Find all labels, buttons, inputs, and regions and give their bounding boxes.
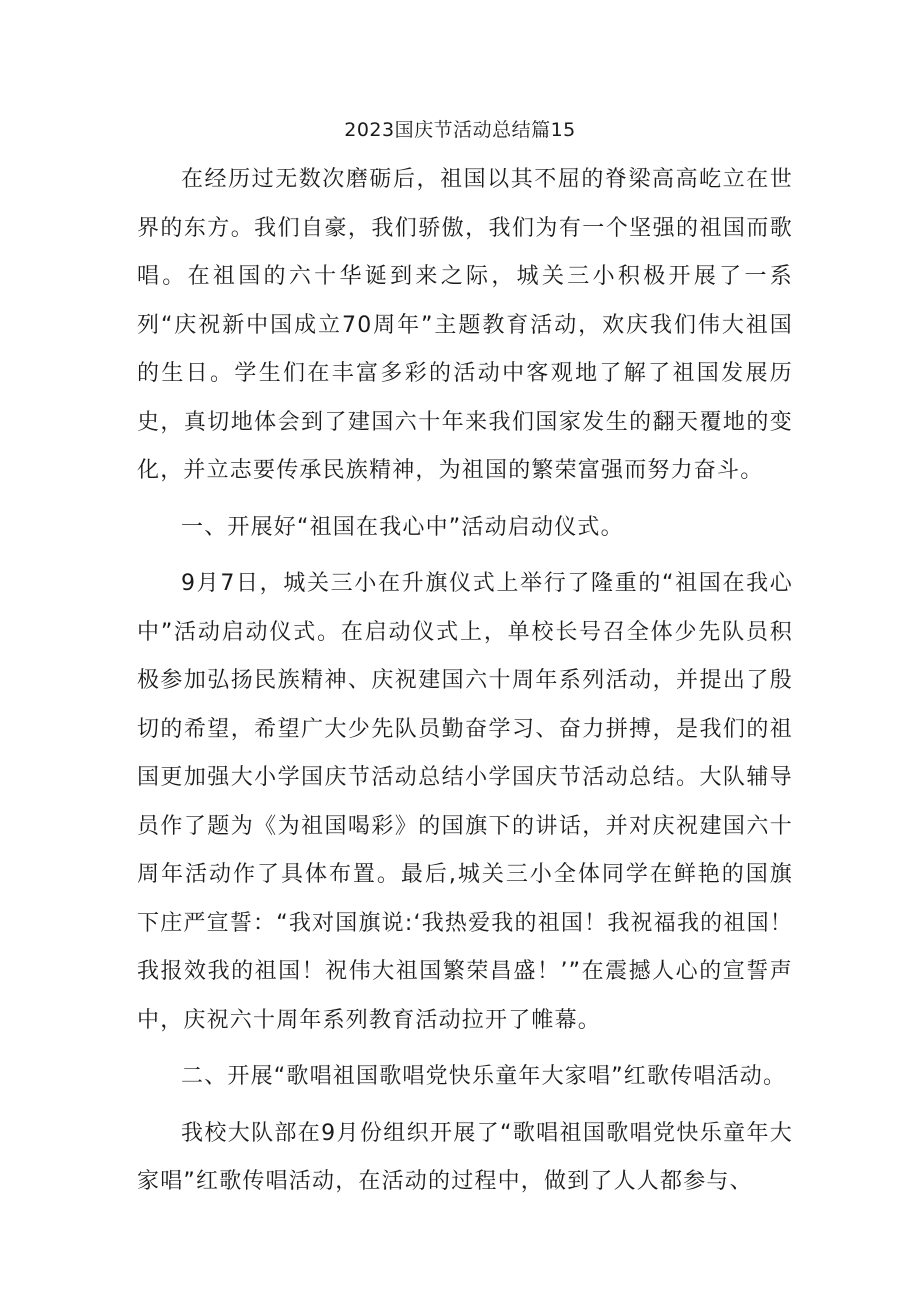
document-title: 2023国庆节活动总结篇15 (344, 119, 576, 141)
section-heading-1: 一、开展好“祖国在我心中”活动启动仪式。 (181, 514, 624, 540)
paragraph-section-2: 我校大队部在9月份组织开展了“歌唱祖国歌唱党快乐童年大家唱”红歌传唱活动，在活动的过程中，做到了人人都参与、 (137, 1120, 793, 1194)
section-heading-2: 二、开展“歌唱祖国歌唱党快乐童年大家唱”红歌传唱活动。 (181, 1064, 787, 1089)
paragraph-intro: 在经历过无数次磨砺后，祖国以其不屈的脊梁高高屹立在世界的东方。我们自豪，我们骄傲，我们为有一个坚强的祖国而歌唱。在祖国的六十华诞到来之际，城关三小积极开展了一系列“庆祝新中国成立70周年”主题教育活动，欢庆我们伟大祖国的生日。学生们在丰富多彩的活动中客观地了解了祖国发展历史，真切地体会到了建国六十年来我们国家发生的翻天覆地的变化，并立志要传承民族精神，为祖国的繁荣富强而努力奋斗。 (137, 167, 793, 483)
document-body (137, 156, 793, 1207)
paragraph-section-1: 9月7日，城关三小在升旗仪式上举行了隆重的“祖国在我心中”活动启动仪式。在启动仪式上，单校长号召全体少先队员积极参加弘扬民族精神、庆祝建国六十周年系列活动，并提出了殷切的希望，希望广大少先队员勤奋学习、奋力拼搏，是我们的祖国更加强大小学国庆节活动总结小学国庆节活动总结。大队辅导员作了题为《为祖国喝彩》的国旗下的讲话，并对庆祝建国六十周年活动作了具体布置。最后,城关三小全体同学在鲜艳的国旗下庄严宣誓：“我对国旗说:‘我热爱我的祖国！我祝福我的祖国！我报效我的祖国！祝伟大祖国繁荣昌盛！’”在震撼人心的宣誓声中，庆祝六十周年系列教育活动拉开了帷幕。 (137, 571, 793, 1033)
